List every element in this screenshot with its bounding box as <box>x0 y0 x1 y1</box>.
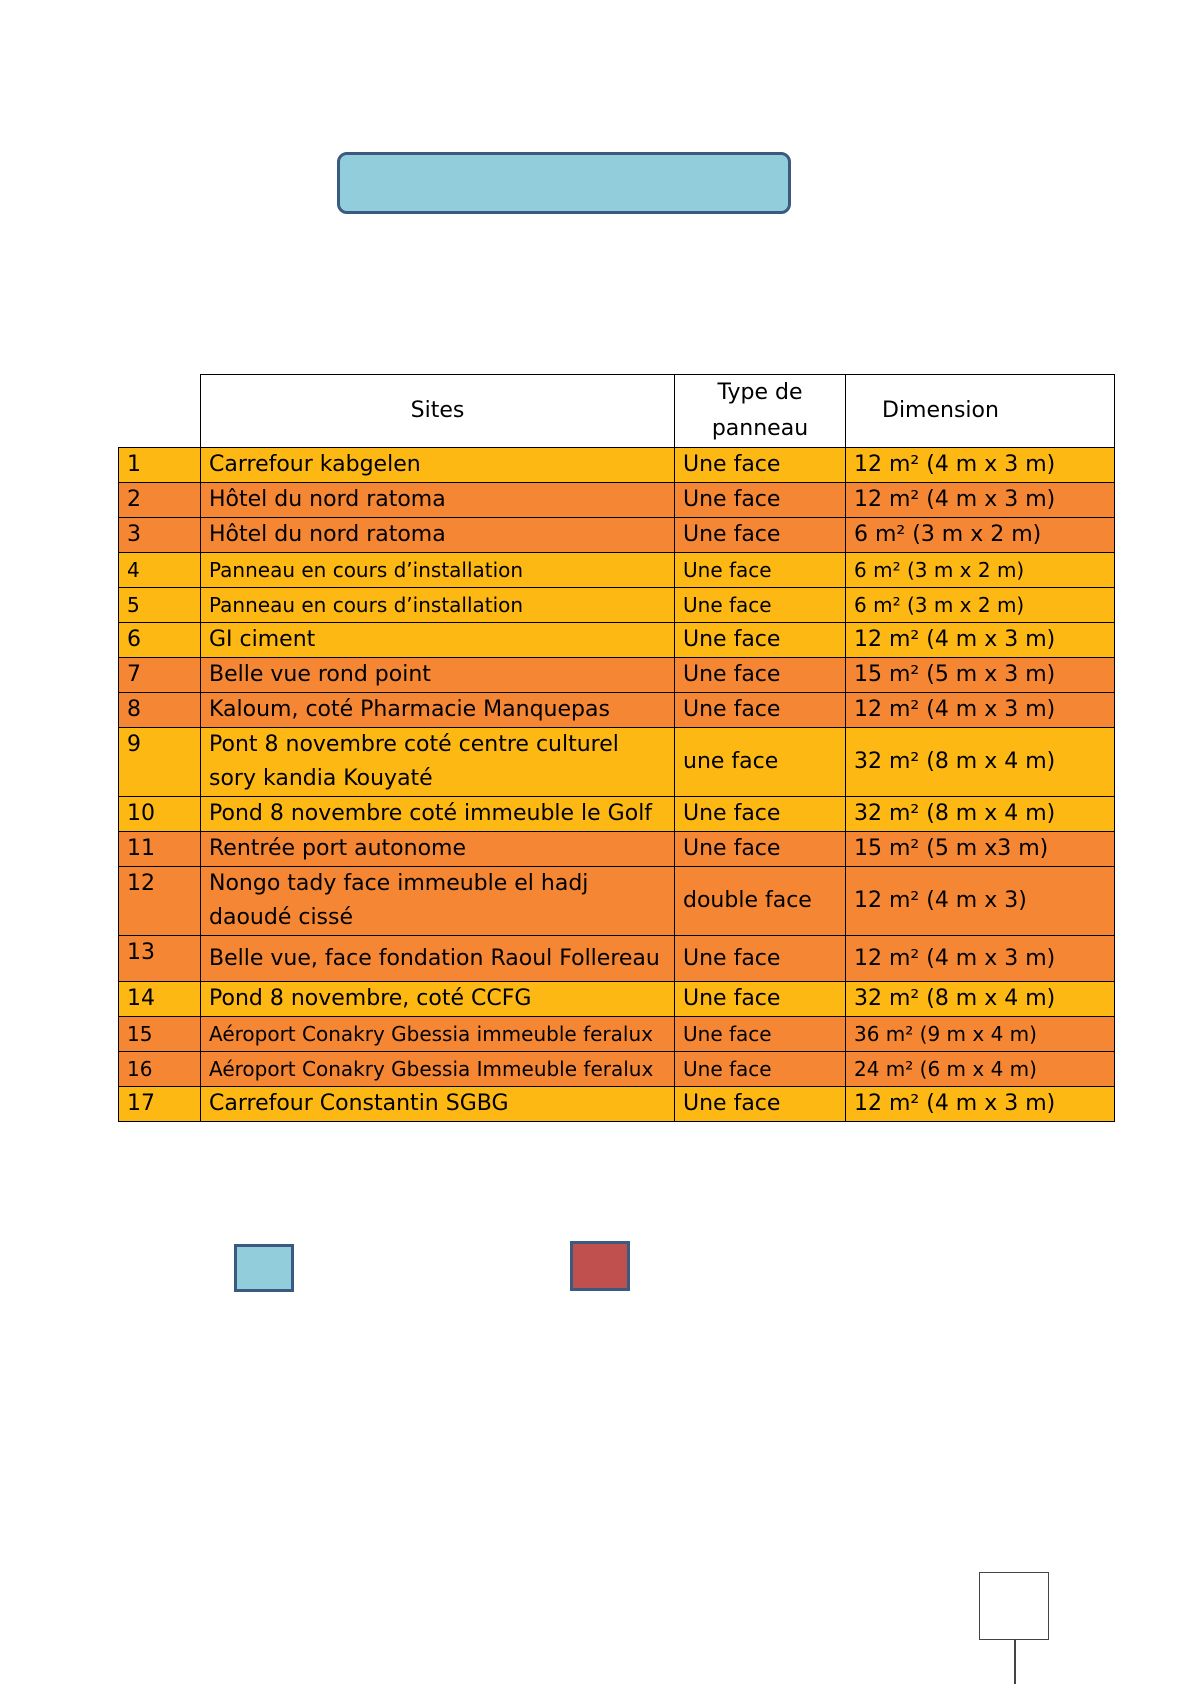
title-box <box>337 152 791 214</box>
table-row <box>119 867 1115 936</box>
table-row <box>119 797 1115 832</box>
header-sites: Sites <box>201 375 675 448</box>
table-row <box>119 832 1115 867</box>
table-row <box>119 728 1115 797</box>
row-number-cell: 2 <box>119 483 201 518</box>
row-site-cell: Pond 8 novembre, coté CCFG <box>201 982 675 1017</box>
row-type-cell: Une face <box>675 1087 846 1122</box>
page-number-box <box>979 1572 1049 1640</box>
row-type-cell: Une face <box>675 448 846 483</box>
row-site-cell: Aéroport Conakry Gbessia Immeuble feralux <box>201 1052 675 1087</box>
row-dimension-cell: 32 m² (8 m x 4 m) <box>846 797 1115 832</box>
row-number-cell: 3 <box>119 518 201 553</box>
table-row <box>119 623 1115 658</box>
header-type <box>675 375 846 448</box>
row-type-cell: Une face <box>675 588 846 623</box>
header-type-line2: panneau <box>711 416 809 441</box>
row-dimension-cell: 36 m² (9 m x 4 m) <box>846 1017 1115 1052</box>
row-type-cell: une face <box>675 728 846 797</box>
table-row <box>119 448 1115 483</box>
row-dimension-cell: 15 m² (5 m x3 m) <box>846 832 1115 867</box>
row-type-cell: double face <box>675 867 846 936</box>
row-dimension-cell: 6 m² (3 m x 2 m) <box>846 518 1115 553</box>
row-site-cell: Panneau en cours d’installation <box>201 588 675 623</box>
row-type-cell: Une face <box>675 483 846 518</box>
row-number-cell: 8 <box>119 693 201 728</box>
row-type-cell: Une face <box>675 693 846 728</box>
row-type-cell: Une face <box>675 658 846 693</box>
table-row <box>119 518 1115 553</box>
row-dimension-cell: 24 m² (6 m x 4 m) <box>846 1052 1115 1087</box>
row-dimension-cell: 6 m² (3 m x 2 m) <box>846 553 1115 588</box>
legend-blue-swatch <box>234 1244 294 1292</box>
row-type-cell: Une face <box>675 797 846 832</box>
row-type-cell: Une face <box>675 832 846 867</box>
row-site-cell: Carrefour kabgelen <box>201 448 675 483</box>
header-dimension: Dimension <box>846 375 1115 448</box>
row-type-cell: Une face <box>675 553 846 588</box>
page-number-connector <box>1014 1640 1016 1684</box>
row-number-cell: 1 <box>119 448 201 483</box>
row-dimension-cell: 6 m² (3 m x 2 m) <box>846 588 1115 623</box>
row-site-cell: Hôtel du nord ratoma <box>201 518 675 553</box>
row-site-cell: Belle vue, face fondation Raoul Follereau <box>201 936 675 982</box>
row-dimension-cell: 12 m² (4 m x 3 m) <box>846 448 1115 483</box>
row-site-cell: Kaloum, coté Pharmacie Manquepas <box>201 693 675 728</box>
row-dimension-cell: 12 m² (4 m x 3 m) <box>846 623 1115 658</box>
table-row <box>119 1052 1115 1087</box>
row-number-cell: 15 <box>119 1017 201 1052</box>
row-number-cell: 11 <box>119 832 201 867</box>
row-type-cell: Une face <box>675 1052 846 1087</box>
row-number-cell: 16 <box>119 1052 201 1087</box>
row-number-cell: 9 <box>119 728 201 797</box>
row-site-cell: GI ciment <box>201 623 675 658</box>
row-number-cell: 6 <box>119 623 201 658</box>
row-number-cell: 5 <box>119 588 201 623</box>
row-type-cell: Une face <box>675 518 846 553</box>
row-site-cell: Panneau en cours d’installation <box>201 553 675 588</box>
table-row <box>119 693 1115 728</box>
row-site-cell: Pont 8 novembre coté centre culturel sory kandia Kouyaté <box>201 728 675 797</box>
row-number-cell: 17 <box>119 1087 201 1122</box>
row-number-cell: 14 <box>119 982 201 1017</box>
row-site-cell: Pond 8 novembre coté immeuble le Golf <box>201 797 675 832</box>
table-row <box>119 483 1115 518</box>
row-site-cell: Rentrée port autonome <box>201 832 675 867</box>
row-site-cell: Nongo tady face immeuble el hadj daoudé cissé <box>201 867 675 936</box>
table-row <box>119 588 1115 623</box>
row-dimension-cell: 32 m² (8 m x 4 m) <box>846 982 1115 1017</box>
table-row <box>119 982 1115 1017</box>
row-number-cell: 7 <box>119 658 201 693</box>
legend-red-swatch <box>570 1241 630 1291</box>
table-row <box>119 1087 1115 1122</box>
table-row <box>119 1017 1115 1052</box>
table-row <box>119 553 1115 588</box>
sites-table <box>118 374 1115 1122</box>
row-dimension-cell: 12 m² (4 m x 3) <box>846 867 1115 936</box>
table-row <box>119 936 1115 982</box>
row-dimension-cell: 12 m² (4 m x 3 m) <box>846 693 1115 728</box>
row-dimension-cell: 12 m² (4 m x 3 m) <box>846 483 1115 518</box>
row-site-cell: Aéroport Conakry Gbessia immeuble feralux <box>201 1017 675 1052</box>
row-type-cell: Une face <box>675 982 846 1017</box>
row-site-cell: Hôtel du nord ratoma <box>201 483 675 518</box>
row-site-cell: Belle vue rond point <box>201 658 675 693</box>
row-type-cell: Une face <box>675 623 846 658</box>
row-number-cell: 12 <box>119 867 201 936</box>
header-blank-cell <box>119 375 201 448</box>
row-number-cell: 13 <box>119 936 201 982</box>
table-header-row <box>119 375 1115 448</box>
table-row <box>119 658 1115 693</box>
row-dimension-cell: 15 m² (5 m x 3 m) <box>846 658 1115 693</box>
row-type-cell: Une face <box>675 936 846 982</box>
row-dimension-cell: 12 m² (4 m x 3 m) <box>846 1087 1115 1122</box>
row-type-cell: Une face <box>675 1017 846 1052</box>
row-site-cell: Carrefour Constantin SGBG <box>201 1087 675 1122</box>
row-number-cell: 4 <box>119 553 201 588</box>
row-dimension-cell: 12 m² (4 m x 3 m) <box>846 936 1115 982</box>
header-type-line1: Type de <box>717 380 803 405</box>
row-number-cell: 10 <box>119 797 201 832</box>
row-dimension-cell: 32 m² (8 m x 4 m) <box>846 728 1115 797</box>
